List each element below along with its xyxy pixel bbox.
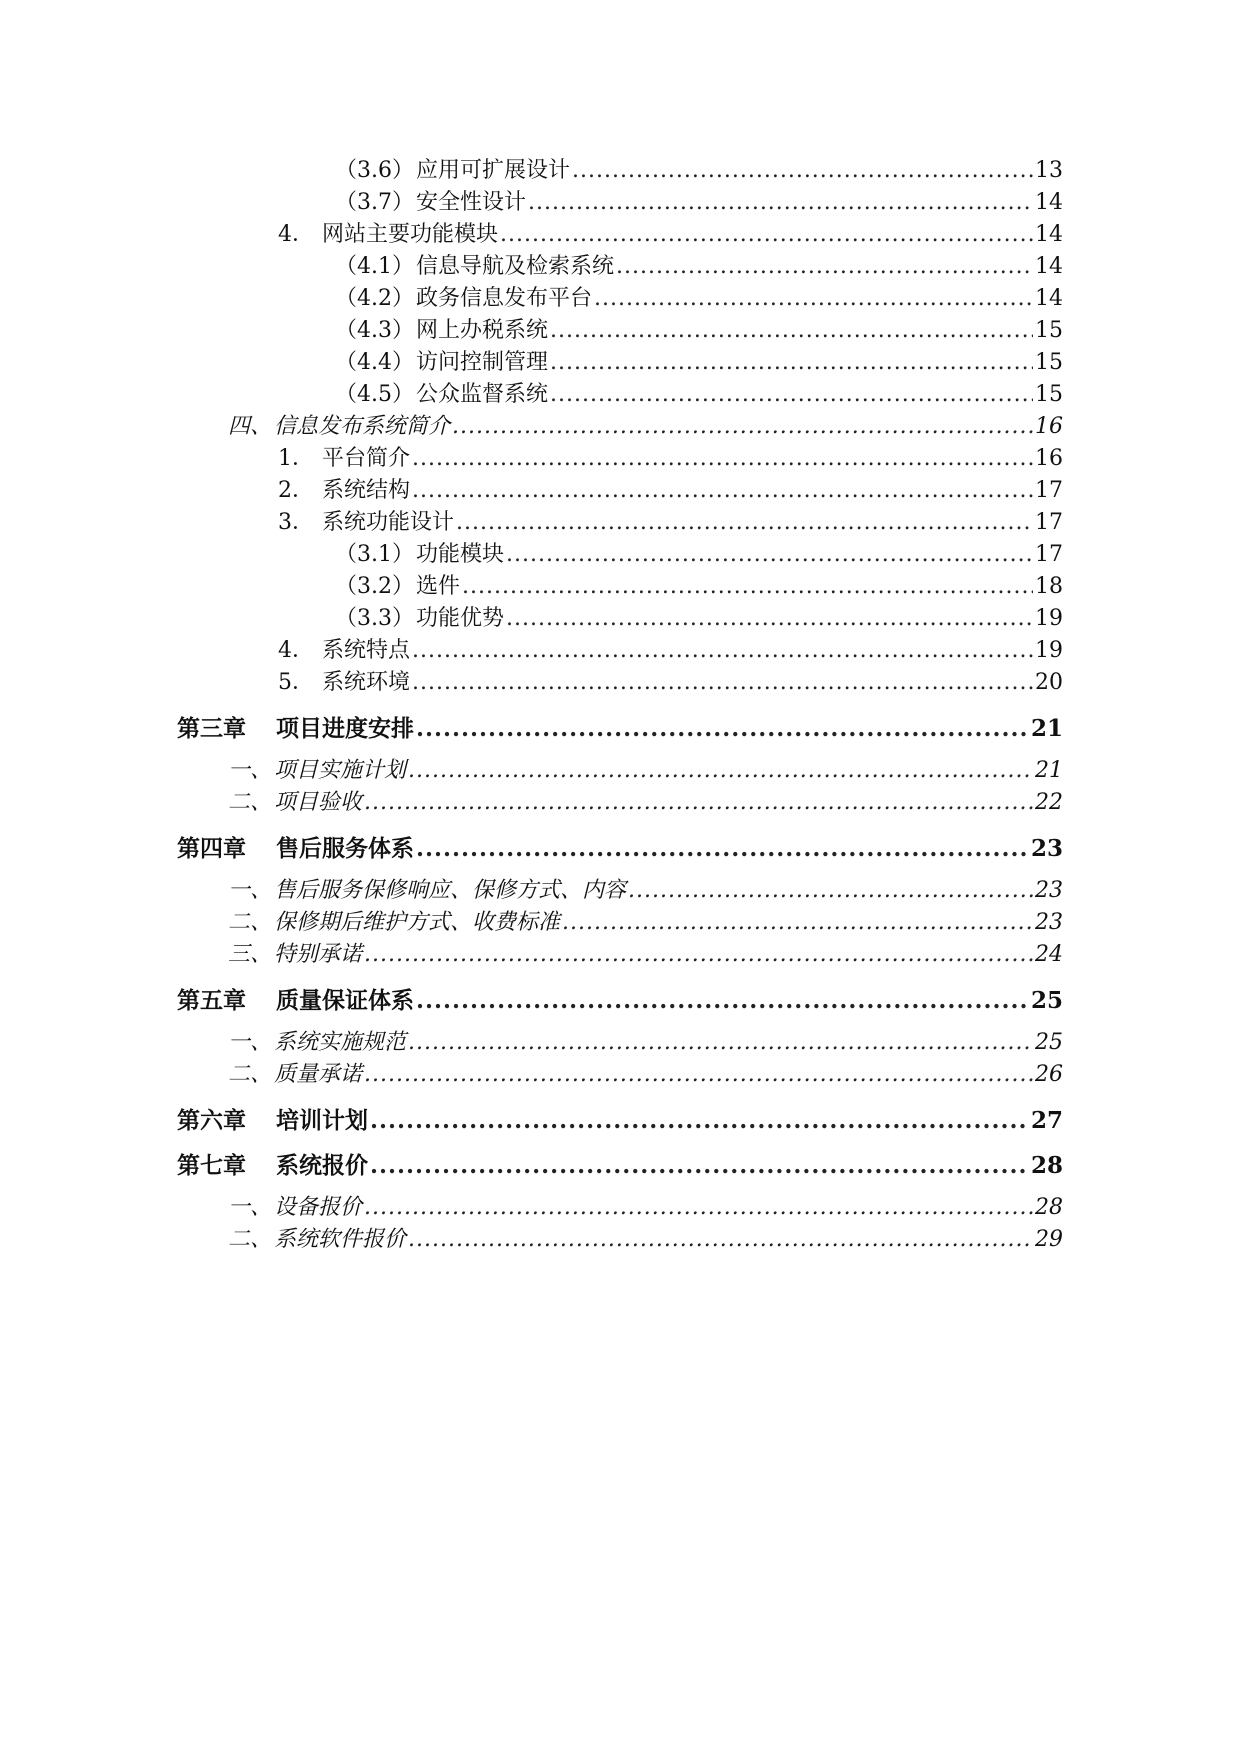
dot-leader <box>462 574 1033 599</box>
toc-entry-number: （3.3） <box>335 606 414 631</box>
toc-entry-title: 网上办税系统 <box>416 318 549 343</box>
toc-entry-number: 二、 <box>228 790 273 815</box>
dot-leader <box>500 222 1033 247</box>
toc-entry-title: 项目验收 <box>274 790 363 815</box>
dot-leader <box>416 715 1029 742</box>
toc-chapter-entry[interactable] <box>177 1102 1063 1135</box>
dot-leader <box>416 987 1029 1014</box>
dot-leader <box>550 382 1033 407</box>
toc-entry-page: 22 <box>1035 790 1063 815</box>
toc-entry[interactable] <box>278 217 1063 248</box>
toc-entry[interactable] <box>228 753 1063 784</box>
toc-entry-page: 21 <box>1035 758 1063 783</box>
toc-entry-title: 信息发布系统简介 <box>274 414 451 439</box>
toc-entry[interactable] <box>228 409 1063 440</box>
toc-entry[interactable] <box>228 1025 1063 1056</box>
toc-chapter-entry[interactable] <box>177 830 1063 863</box>
toc-entry-page: 16 <box>1035 446 1063 471</box>
toc-entry-number: 一、 <box>228 758 273 783</box>
dot-leader <box>562 910 1033 935</box>
toc-entry-title: 系统结构 <box>322 478 411 503</box>
toc-entry-number: 三、 <box>228 942 273 967</box>
chapter-page: 28 <box>1030 1152 1063 1179</box>
toc-entry-title: 功能模块 <box>416 542 505 567</box>
toc-entry[interactable] <box>228 785 1063 816</box>
toc-entry-page: 23 <box>1035 910 1063 935</box>
chapter-page: 27 <box>1030 1107 1063 1134</box>
dot-leader <box>456 510 1033 535</box>
toc-entry-number: 二、 <box>228 910 273 935</box>
toc-entry[interactable] <box>335 281 1063 312</box>
dot-leader <box>528 190 1033 215</box>
toc-entry-title: 选件 <box>416 574 461 599</box>
dot-leader <box>412 478 1033 503</box>
chapter-number: 第七章 <box>177 1152 246 1179</box>
toc-entry-title: 系统软件报价 <box>274 1227 407 1252</box>
toc-entry-page: 29 <box>1035 1227 1063 1252</box>
chapter-number: 第六章 <box>177 1107 246 1134</box>
chapter-title: 质量保证体系 <box>276 987 414 1014</box>
toc-entry-title: 售后服务保修响应、保修方式、内容 <box>274 878 627 903</box>
dot-leader <box>506 606 1033 631</box>
toc-entry[interactable] <box>335 153 1063 184</box>
dot-leader <box>364 1195 1033 1220</box>
dot-leader <box>408 1227 1033 1252</box>
toc-entry-number: 1． <box>278 446 314 471</box>
chapter-title: 系统报价 <box>276 1152 368 1179</box>
toc-entry-page: 24 <box>1035 942 1063 967</box>
toc-entry-page: 15 <box>1035 382 1063 407</box>
toc-entry-number: 3． <box>278 510 314 535</box>
dot-leader <box>452 414 1033 439</box>
toc-entry[interactable] <box>278 633 1063 664</box>
toc-entry-page: 17 <box>1035 542 1063 567</box>
toc-entry-title: 应用可扩展设计 <box>416 158 571 183</box>
toc-entry-page: 14 <box>1035 190 1063 215</box>
toc-entry-title: 保修期后维护方式、收费标准 <box>274 910 561 935</box>
toc-entry-number: 二、 <box>228 1227 273 1252</box>
toc-entry-number: 二、 <box>228 1062 273 1087</box>
chapter-number: 第三章 <box>177 715 246 742</box>
toc-entry[interactable] <box>278 473 1063 504</box>
toc-entry-number: 四、 <box>228 414 273 439</box>
toc-entry-number: （3.6） <box>335 158 414 183</box>
toc-entry-title: 访问控制管理 <box>416 350 549 375</box>
toc-entry-number: 一、 <box>228 1195 273 1220</box>
toc-entry-page: 19 <box>1035 606 1063 631</box>
toc-entry-page: 18 <box>1035 574 1063 599</box>
toc-entry-page: 28 <box>1035 1195 1063 1220</box>
dot-leader <box>616 254 1033 279</box>
toc-entry[interactable] <box>228 905 1063 936</box>
toc-entry-title: 质量承诺 <box>274 1062 363 1087</box>
dot-leader <box>408 1030 1033 1055</box>
dot-leader <box>572 158 1033 183</box>
toc-entry-page: 13 <box>1035 158 1063 183</box>
toc-entry-number: （4.1） <box>335 254 414 279</box>
toc-entry-number: 一、 <box>228 878 273 903</box>
toc-entry-title: 信息导航及检索系统 <box>416 254 615 279</box>
toc-chapter-entry[interactable] <box>177 982 1063 1015</box>
toc-entry-page: 14 <box>1035 222 1063 247</box>
toc-entry-title: 安全性设计 <box>416 190 527 215</box>
toc-entry[interactable] <box>278 505 1063 536</box>
toc-entry-page: 25 <box>1035 1030 1063 1055</box>
toc-entry[interactable] <box>228 873 1063 904</box>
toc-entry-title: 政务信息发布平台 <box>416 286 593 311</box>
toc-entry[interactable] <box>335 185 1063 216</box>
dot-leader <box>412 446 1033 471</box>
toc-entry-page: 15 <box>1035 350 1063 375</box>
toc-entry[interactable] <box>335 601 1063 632</box>
dot-leader <box>370 1107 1029 1134</box>
toc-entry[interactable] <box>335 313 1063 344</box>
toc-entry-number: 2． <box>278 478 314 503</box>
toc-entry[interactable] <box>335 377 1063 408</box>
toc-entry-page: 23 <box>1035 878 1063 903</box>
toc-entry-number: （3.2） <box>335 574 414 599</box>
toc-entry-number: 4． <box>278 638 314 663</box>
toc-entry-page: 14 <box>1035 254 1063 279</box>
toc-entry[interactable] <box>278 665 1063 696</box>
toc-entry-number: （3.1） <box>335 542 414 567</box>
toc-entry[interactable] <box>278 441 1063 472</box>
toc-entry-number: 4． <box>278 222 314 247</box>
toc-entry-title: 功能优势 <box>416 606 505 631</box>
toc-entry-title: 特别承诺 <box>274 942 363 967</box>
toc-entry-title: 公众监督系统 <box>416 382 549 407</box>
toc-entry-title: 网站主要功能模块 <box>322 222 499 247</box>
toc-entry[interactable] <box>228 1057 1063 1088</box>
toc-entry-number: 5． <box>278 670 314 695</box>
toc-entry-number: （3.7） <box>335 190 414 215</box>
chapter-page: 23 <box>1030 835 1063 862</box>
toc-entry-number: 一、 <box>228 1030 273 1055</box>
toc-entry[interactable] <box>228 937 1063 968</box>
dot-leader <box>370 1152 1029 1179</box>
dot-leader <box>550 318 1033 343</box>
toc-entry-title: 系统实施规范 <box>274 1030 407 1055</box>
toc-entry-page: 17 <box>1035 510 1063 535</box>
toc-entry-number: （4.3） <box>335 318 414 343</box>
toc-entry-title: 系统特点 <box>322 638 411 663</box>
chapter-title: 项目进度安排 <box>276 715 414 742</box>
toc-entry-title: 系统环境 <box>322 670 411 695</box>
toc-entry-title: 项目实施计划 <box>274 758 407 783</box>
toc-entry-number: （4.5） <box>335 382 414 407</box>
toc-entry-page: 15 <box>1035 318 1063 343</box>
chapter-title: 培训计划 <box>276 1107 368 1134</box>
chapter-number: 第四章 <box>177 835 246 862</box>
dot-leader <box>408 758 1033 783</box>
toc-entry-page: 16 <box>1035 414 1063 439</box>
dot-leader <box>412 638 1033 663</box>
toc-chapter-entry[interactable] <box>177 710 1063 743</box>
toc-entry[interactable] <box>335 569 1063 600</box>
toc-entry-title: 系统功能设计 <box>322 510 455 535</box>
chapter-page: 21 <box>1030 715 1063 742</box>
dot-leader <box>364 1062 1033 1087</box>
toc-entry-number: （4.2） <box>335 286 414 311</box>
toc-entry[interactable] <box>228 1190 1063 1221</box>
chapter-page: 25 <box>1030 987 1063 1014</box>
toc-entry[interactable] <box>335 537 1063 568</box>
dot-leader <box>364 790 1033 815</box>
toc-entry-number: （4.4） <box>335 350 414 375</box>
dot-leader <box>550 350 1033 375</box>
toc-entry-page: 17 <box>1035 478 1063 503</box>
toc-entry-page: 19 <box>1035 638 1063 663</box>
toc-entry-title: 平台简介 <box>322 446 411 471</box>
toc-entry-page: 26 <box>1035 1062 1063 1087</box>
toc-entry-page: 14 <box>1035 286 1063 311</box>
toc-entry-page: 20 <box>1035 670 1063 695</box>
dot-leader <box>594 286 1033 311</box>
toc-entry[interactable] <box>335 249 1063 280</box>
dot-leader <box>506 542 1033 567</box>
dot-leader <box>364 942 1033 967</box>
dot-leader <box>412 670 1033 695</box>
chapter-number: 第五章 <box>177 987 246 1014</box>
toc-entry[interactable] <box>335 345 1063 376</box>
toc-entry-title: 设备报价 <box>274 1195 363 1220</box>
chapter-title: 售后服务体系 <box>276 835 414 862</box>
dot-leader <box>628 878 1033 903</box>
toc-entry[interactable] <box>228 1222 1063 1253</box>
toc-chapter-entry[interactable] <box>177 1147 1063 1180</box>
dot-leader <box>416 835 1029 862</box>
